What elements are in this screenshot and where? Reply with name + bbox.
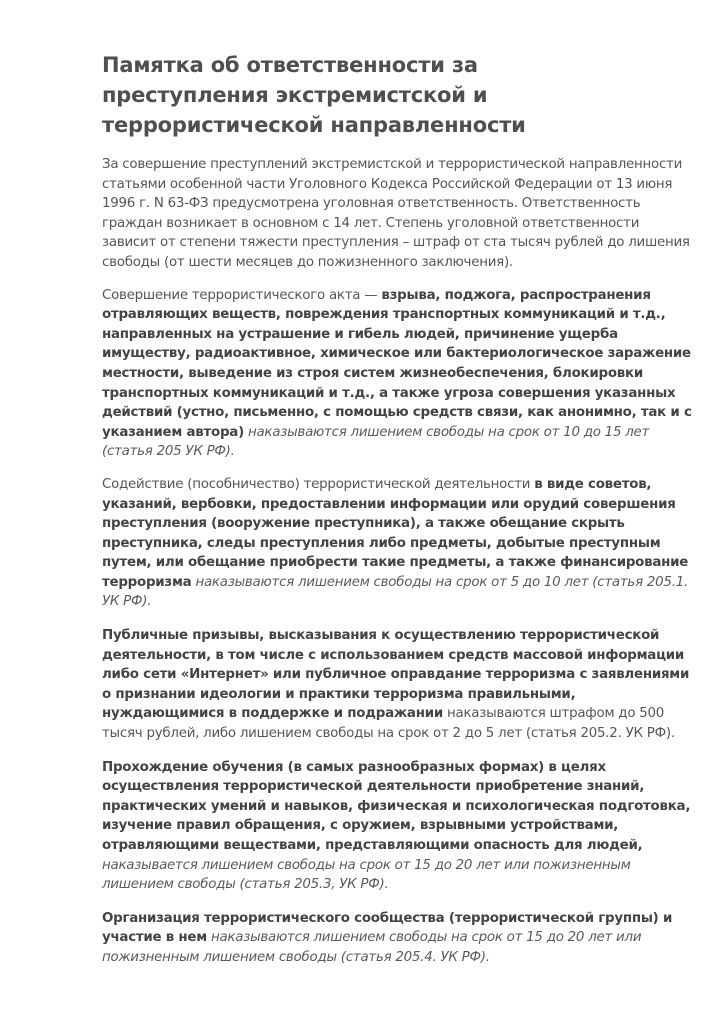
section-bold: в виде советов, указаний, вербовки, предоставлении информации или орудий совершения преступления (вооружение преступника), а также обещание скрыть преступника, следы преступления либо предметы, добытые преступным путем, или обещание приобрести такие предметы, а также финансирование терроризма [102,476,689,590]
document-title: Памятка об ответственности за преступления экстремистской и террористической направленности [102,53,526,137]
section-penalty: наказывается лишением свободы на срок от 15 до 20 лет или пожизненным лишением свободы (статья 205.3, УК РФ). [102,857,631,893]
section-organization [102,909,693,968]
intro-paragraph: За совершение преступлений экстремистской и террористической направленности статьями особенной части Уголовного Кодекса Российской Федерации от 13 июня 1996 г. N 63-ФЗ предусмотрена уголовная ответственность. Ответственность граждан возникает в основном с 14 лет. Степень уголовной ответственности зависит от степени тяжести преступления – штраф от ста тысяч рублей до лишения свободы (от шести месяцев до пожизненного заключения). [102,157,690,270]
section-training [102,758,693,895]
section-bold: взрыва, поджога, распространения отравляющих веществ, повреждения транспортных коммуникаций и т.д., направленных на устрашение и гибель людей, причинение ущерба имуществу, радиоактивное, химическое или бактериологическое заражение местности, выведение из строя систем жизнеобеспечения, блокировки транспортных коммуникаций и т.д., а также угроза совершения указанных действий (устно, письменно, с помощью средств связи, как анонимно, так и с указанием автора) [102,287,692,440]
section-public-calls [102,626,693,744]
section-penalty: наказываются штрафом до 500 тысяч рублей, либо лишением свободы на срок от 2 до 5 лет (статья 205.2. УК РФ). [102,706,675,742]
section-complicity [102,475,693,612]
section-terrorist-act [102,286,693,462]
section-bold: Организация террористического сообщества (террористической группы) и участие в нем [102,910,673,946]
section-penalty: наказываются лишением свободы на срок от 15 до 20 лет или пожизненным лишением свободы (статья 205.4. УК РФ). [102,930,642,965]
section-bold: Публичные призывы, высказывания к осуществлению террористической деятельности, в том числе с использованием средств массовой информации либо сети «Интернет» или публичное оправдание терроризма с заявлениями о признании идеологии и практики терроризма правильными, нуждающимися в поддержке и подражании [102,628,690,722]
section-bold: Прохождение обучения (в самых разнообразных формах) в целях осуществления террористической деятельности приобретение знаний, практических умений и навыков, физическая и психологическая подготовка, изучение правил обращения, с оружием, взрывными устройствами, отравляющими веществами, представляющими опасность для людей, [102,759,691,853]
section-lead: Содействие (пособничество) террористической деятельности [102,476,535,492]
section-penalty: наказываются лишением свободы на срок от 5 до 10 лет (статья 205.1. УК РФ). [102,574,688,610]
section-penalty: наказываются лишением свободы на срок от 10 до 15 лет (статья 205 УК РФ). [102,424,650,460]
section-lead: Совершение террористического акта — [102,287,382,303]
